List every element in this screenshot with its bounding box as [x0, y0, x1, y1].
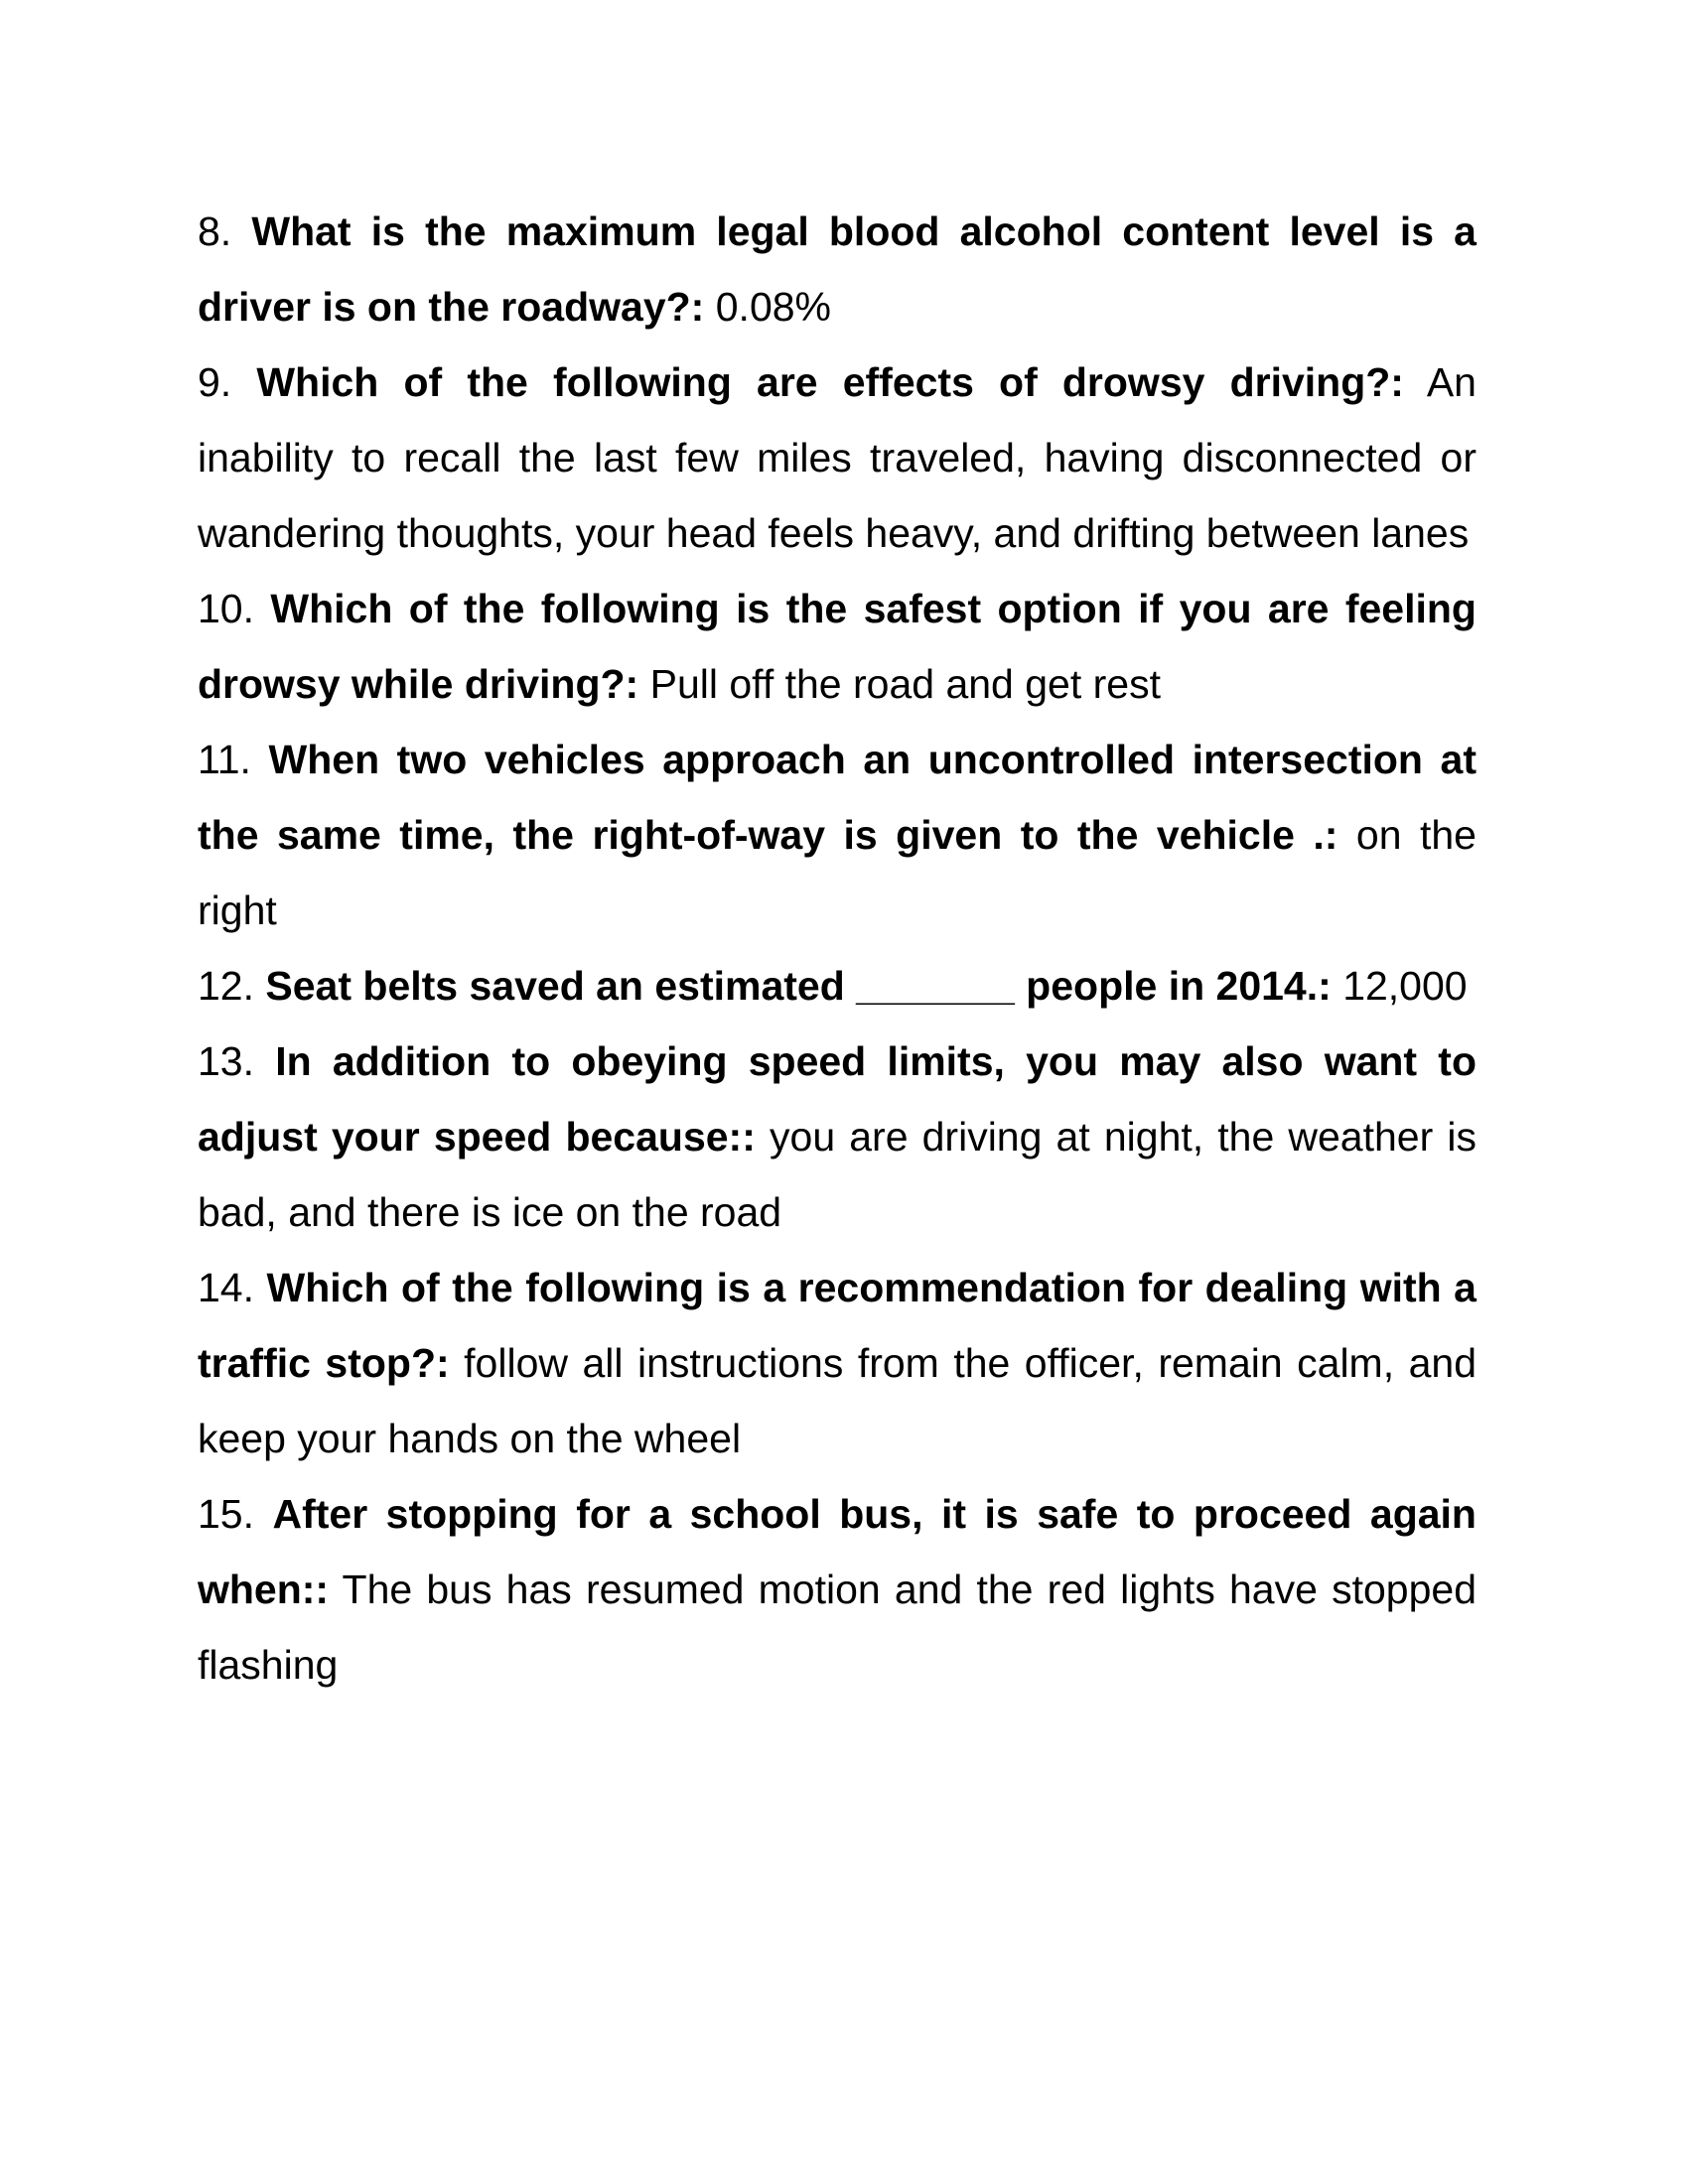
answer: follow all instructions from the officer, remain calm, and keep your hands on the wheel	[198, 1340, 1477, 1461]
question: In addition to obeying speed limits, you may also want to adjust your speed because::	[198, 1038, 1477, 1160]
item-number: 15.	[198, 1491, 254, 1537]
item-number: 10.	[198, 586, 254, 631]
item-number: 13.	[198, 1038, 254, 1084]
item-number: 11.	[198, 737, 251, 782]
question: After stopping for a school bus, it is safe to proceed again when::	[198, 1491, 1477, 1612]
qa-item-15	[198, 1476, 1477, 1703]
question: Seat belts saved an estimated _______ people in 2014.:	[265, 963, 1332, 1009]
answer: on the right	[198, 812, 1477, 933]
qa-item-8	[198, 194, 1477, 344]
answer: 12,000	[1342, 963, 1468, 1009]
qa-item-9	[198, 344, 1477, 571]
item-number: 8.	[198, 208, 232, 254]
item-number: 14.	[198, 1265, 254, 1310]
answer: Pull off the road and get rest	[649, 661, 1161, 707]
question: Which of the following is a recommendation for dealing with a traffic stop?:	[198, 1265, 1477, 1386]
qa-item-10	[198, 571, 1477, 722]
qa-item-11	[198, 722, 1477, 948]
item-number: 12.	[198, 963, 254, 1009]
qa-item-13	[198, 1024, 1477, 1250]
question: Which of the following are effects of drowsy driving?:	[256, 359, 1404, 405]
answer: The bus has resumed motion and the red lights have stopped flashing	[198, 1567, 1477, 1688]
qa-item-14	[198, 1250, 1477, 1476]
question: Which of the following is the safest option if you are feeling drowsy while driving?:	[198, 586, 1477, 707]
document-page	[198, 194, 1477, 1703]
question: What is the maximum legal blood alcohol content level is a driver is on the roadway?:	[198, 208, 1477, 330]
answer: An inability to recall the last few miles traveled, having disconnected or wandering thoughts, your head feels heavy, and drifting between lanes	[198, 359, 1477, 556]
answer: you are driving at night, the weather is bad, and there is ice on the road	[198, 1114, 1477, 1235]
answer: 0.08%	[715, 284, 832, 330]
item-number: 9.	[198, 359, 232, 405]
question: When two vehicles approach an uncontrolled intersection at the same time, the right-of-way is given to the vehicle .:	[198, 737, 1477, 858]
qa-item-12	[198, 948, 1477, 1024]
